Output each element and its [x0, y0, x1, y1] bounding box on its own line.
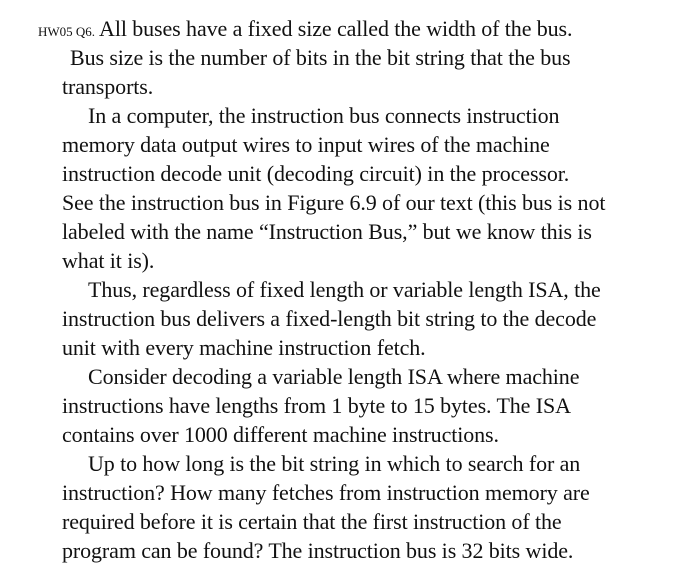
text-line: See the instruction bus in Figure 6.9 of our text (this bus is not: [62, 190, 606, 215]
text-line: In a computer, the instruction bus connects instruction: [88, 103, 560, 128]
text-line: instruction? How many fetches from instruction memory are: [62, 480, 590, 505]
question-tag: HW05 Q6.: [38, 24, 96, 39]
text-line: [38, 15, 572, 46]
text-line: Consider decoding a variable length ISA where machine: [88, 364, 580, 389]
text-line: instructions have lengths from 1 byte to 15 bytes. The ISA: [62, 393, 571, 418]
text-line: transports.: [62, 74, 154, 99]
text-line-content: All buses have a fixed size called the width of the bus.: [99, 16, 573, 41]
text-line: contains over 1000 different machine instructions.: [62, 422, 499, 447]
text-line: memory data output wires to input wires of the machine: [62, 132, 550, 157]
text-line: instruction bus delivers a fixed-length bit string to the decode: [62, 306, 597, 331]
text-line: required before it is certain that the first instruction of the: [62, 509, 562, 534]
text-line: what it is).: [62, 248, 155, 273]
text-line: unit with every machine instruction fetch.: [62, 335, 426, 360]
text-line: Bus size is the number of bits in the bit string that the bus: [70, 45, 571, 70]
text-line: program can be found? The instruction bus is 32 bits wide.: [62, 538, 574, 563]
text-line: labeled with the name “Instruction Bus,” but we know this is: [62, 219, 592, 244]
text-line: Up to how long is the bit string in which to search for an: [88, 451, 581, 476]
text-line: instruction decode unit (decoding circuit) in the processor.: [62, 161, 570, 186]
text-line: Thus, regardless of fixed length or variable length ISA, the: [88, 277, 601, 302]
